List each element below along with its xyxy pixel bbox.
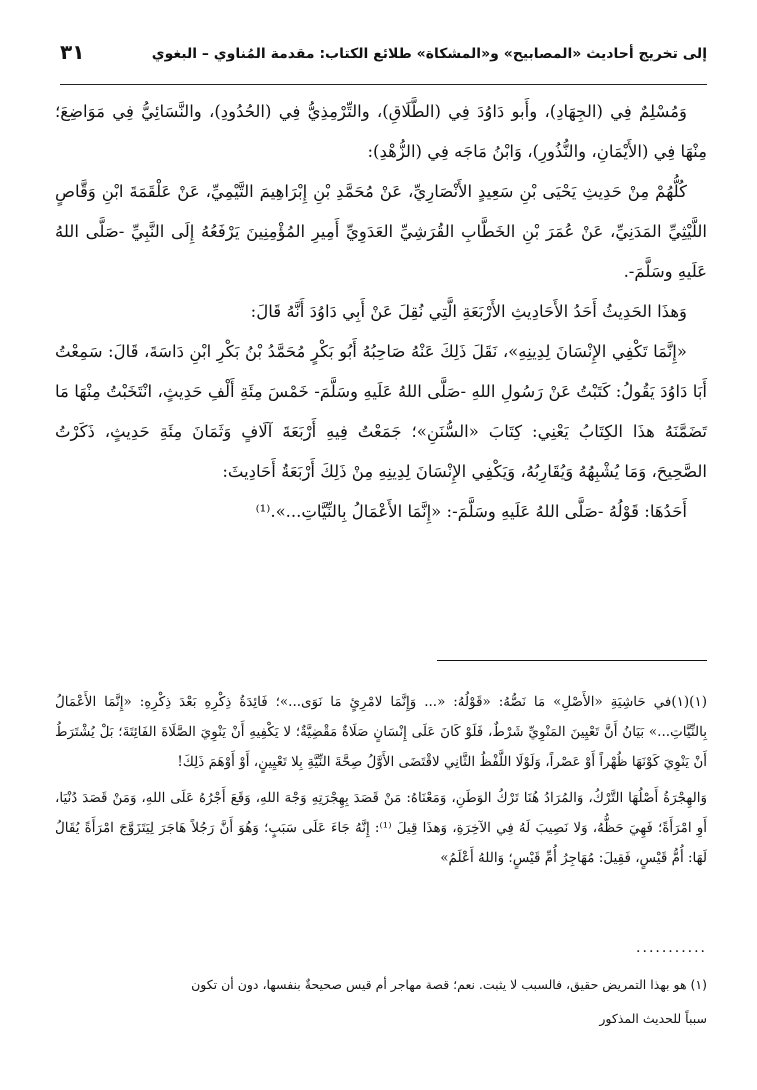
footnote xyxy=(55,968,707,1036)
main-text xyxy=(55,92,707,532)
note-paragraph: (١)(١)في حَاشِيَةِ «الأَصْلِ» مَا نَصُّهُ: «قَوْلُهُ: «... وَإِنَّمَا لامْرِئٍ مَا نَوَى...»؛ فَائِدَةُ ذِكْرِهِ بَعْدَ ذِكْرِهِ: «إِنَّمَا الأَعْمَالُ بِالنِّيَّاتِ...» بَيَانُ أَنَّ تَعْيِينَ المَنْوِيِّ شَرْطٌ، فَلَوْ كَانَ عَلَى إِنْسَانٍ صَلَاةٌ مَقْضِيَّةٌ؛ لا يَكْفِيهِ أَنْ يَنْوِيَ الصَّلَاةَ الفَائِتَةَ؛ بَلْ يُشْتَرَطُ أَنْ يَنْوِيَ كَوْنَهَا ظُهْراً أَوْ عَصْراً، وَلَوْلَا اللَّفْظُ الثَّانِي لاقْتَضَى الأَوَّلُ صِحَّةَ النِّيَّةِ بِلا تَعْيِينٍ، أَوْ أَوْهَمَ ذَلِكَ! xyxy=(55,694,707,770)
page-number: ٣١ xyxy=(60,40,85,64)
footnote-separator xyxy=(437,660,707,661)
header-title: إلى تخريج أحاديث «المصابيح» و«المشكاة» طلائع الكتاب: مقدمة المُناوي – البغوي xyxy=(151,46,707,62)
main-paragraph: وَمُسْلِمٌ فِي (الجِهَادِ)، وأَبو دَاوُدَ فِي (الطَّلَاقِ)، والتِّرْمِذِيُّ فِي (الحُدُودِ)، والنَّسَائِيُّ فِي مَوَاضِعَ؛ مِنْهَا فِي (الأَيْمَانِ، والنُّذُورِ)، وَابْنُ مَاجَه فِي (الزُّهْدِ): xyxy=(55,102,707,161)
main-paragraph: «إِنَّمَا تَكْفِي الإِنْسَانَ لِدِينِهِ»، نَقَلَ ذَلِكَ عَنْهُ صَاحِبُهُ أَبُو بَكْرٍ مُحَمَّدُ بْنُ بَكْرِ ابْنِ دَاسَةَ، قَالَ: سَمِعْتُ أَبَا دَاوُدَ يَقُولُ: كَتَبْتُ عَنْ رَسُولِ اللهِ -صَلَّى اللهُ عَلَيهِ وسَلَّمَ- خَمْسَ مِئَةِ أَلْفِ حَدِيثٍ، انْتَخَبْتُ مِنْهَا مَا تَضَمَّنَهُ هذَا الكِتَابُ يَعْنِي: كِتَابَ «السُّنَنِ»؛ جَمَعْتُ فِيهِ أَرْبَعَةَ آلَافٍ وَثَمَانَ مِئَةِ حَدِيثٍ، ذَكَرْتُ الصَّحِيحَ، وَمَا يُشْبِهُهُ وَيُقَارِبُهُ، وَيَكْفِي الإِنْسَانَ لِدِينِهِ مِنْ ذَلِكَ أَرْبَعَةُ أَحَادِيثَ: xyxy=(55,342,707,481)
footnote-line: (١) هو بهذا التمريض حقيق، فالسبب لا يثبت. نعم؛ قصة مهاجر أم قيس صحيحةٌ بنفسها، دون أن تكون xyxy=(191,977,707,992)
running-header xyxy=(60,40,707,85)
main-paragraph: أَحَدُهَا: قَوْلُهُ -صَلَّى اللهُ عَلَيهِ وسَلَّمَ-: «إِنَّمَا الأَعْمَالُ بِالنِّيَّاتِ...».⁽¹⁾ xyxy=(255,502,687,521)
editor-notes xyxy=(55,687,707,879)
footnote-line: سبباً للحديث المذكور xyxy=(599,1011,707,1026)
main-paragraph: كُلُّهُمْ مِنْ حَدِيثِ يَحْيَى بْنِ سَعِيدٍ الأَنْصَارِيِّ، عَنْ مُحَمَّدِ بْنِ إِبْرَاهِيمَ التَّيْمِيِّ، عَنْ عَلْقَمَةَ ابْنِ وَقَّاصٍ اللَّيْثِيِّ المَدَنِيِّ، عَنْ عُمَرَ بْنِ الخَطَّابِ القُرَشِيِّ العَدَوِيِّ أَمِيرِ المُؤْمِنِينَ يَرْفَعُهُ إِلَى النَّبِيِّ -صَلَّى اللهُ عَلَيهِ وسَلَّمَ-. xyxy=(55,182,707,281)
main-paragraph: وَهذَا الحَدِيثُ أَحَدُ الأَحَادِيثِ الأَرْبَعَةِ الَّتِي نُقِلَ عَنْ أَبِي دَاوُدَ أَنَّهُ قَالَ: xyxy=(250,302,687,321)
dotted-separator: ........... xyxy=(636,940,707,956)
note-paragraph: وَالهِجْرَةُ أَصْلُهَا التَّرْكُ، وَالمُرَادُ هُنَا تَرْكُ الوَطَنِ، وَمَعْنَاهُ: مَنْ قَصَدَ بِهِجْرَتِهِ وَجْهَ اللهِ، وَقَعَ أَجْرُهُ عَلَى اللهِ، وَمَنْ قَصَدَ دُنْيَا، أَوِ امْرَأَةً؛ فَهِيَ حَظُّهُ، وَلا نَصِيبَ لَهُ فِي الآخِرَةِ، وَهذَا قِيلَ ⁽¹⁾: إِنَّهُ جَاءَ عَلَى سَبَبٍ؛ وَهُوَ أَنَّ رَجُلاً هَاجَرَ لِيَتَزَوَّجَ امْرَأَةً يُقَالُ لَهَا: أُمُّ قَيْسٍ، فَقِيلَ: مُهَاجِرُ أُمِّ قَيْسٍ؛ وَاللهُ أَعْلَمُ» xyxy=(55,790,707,866)
